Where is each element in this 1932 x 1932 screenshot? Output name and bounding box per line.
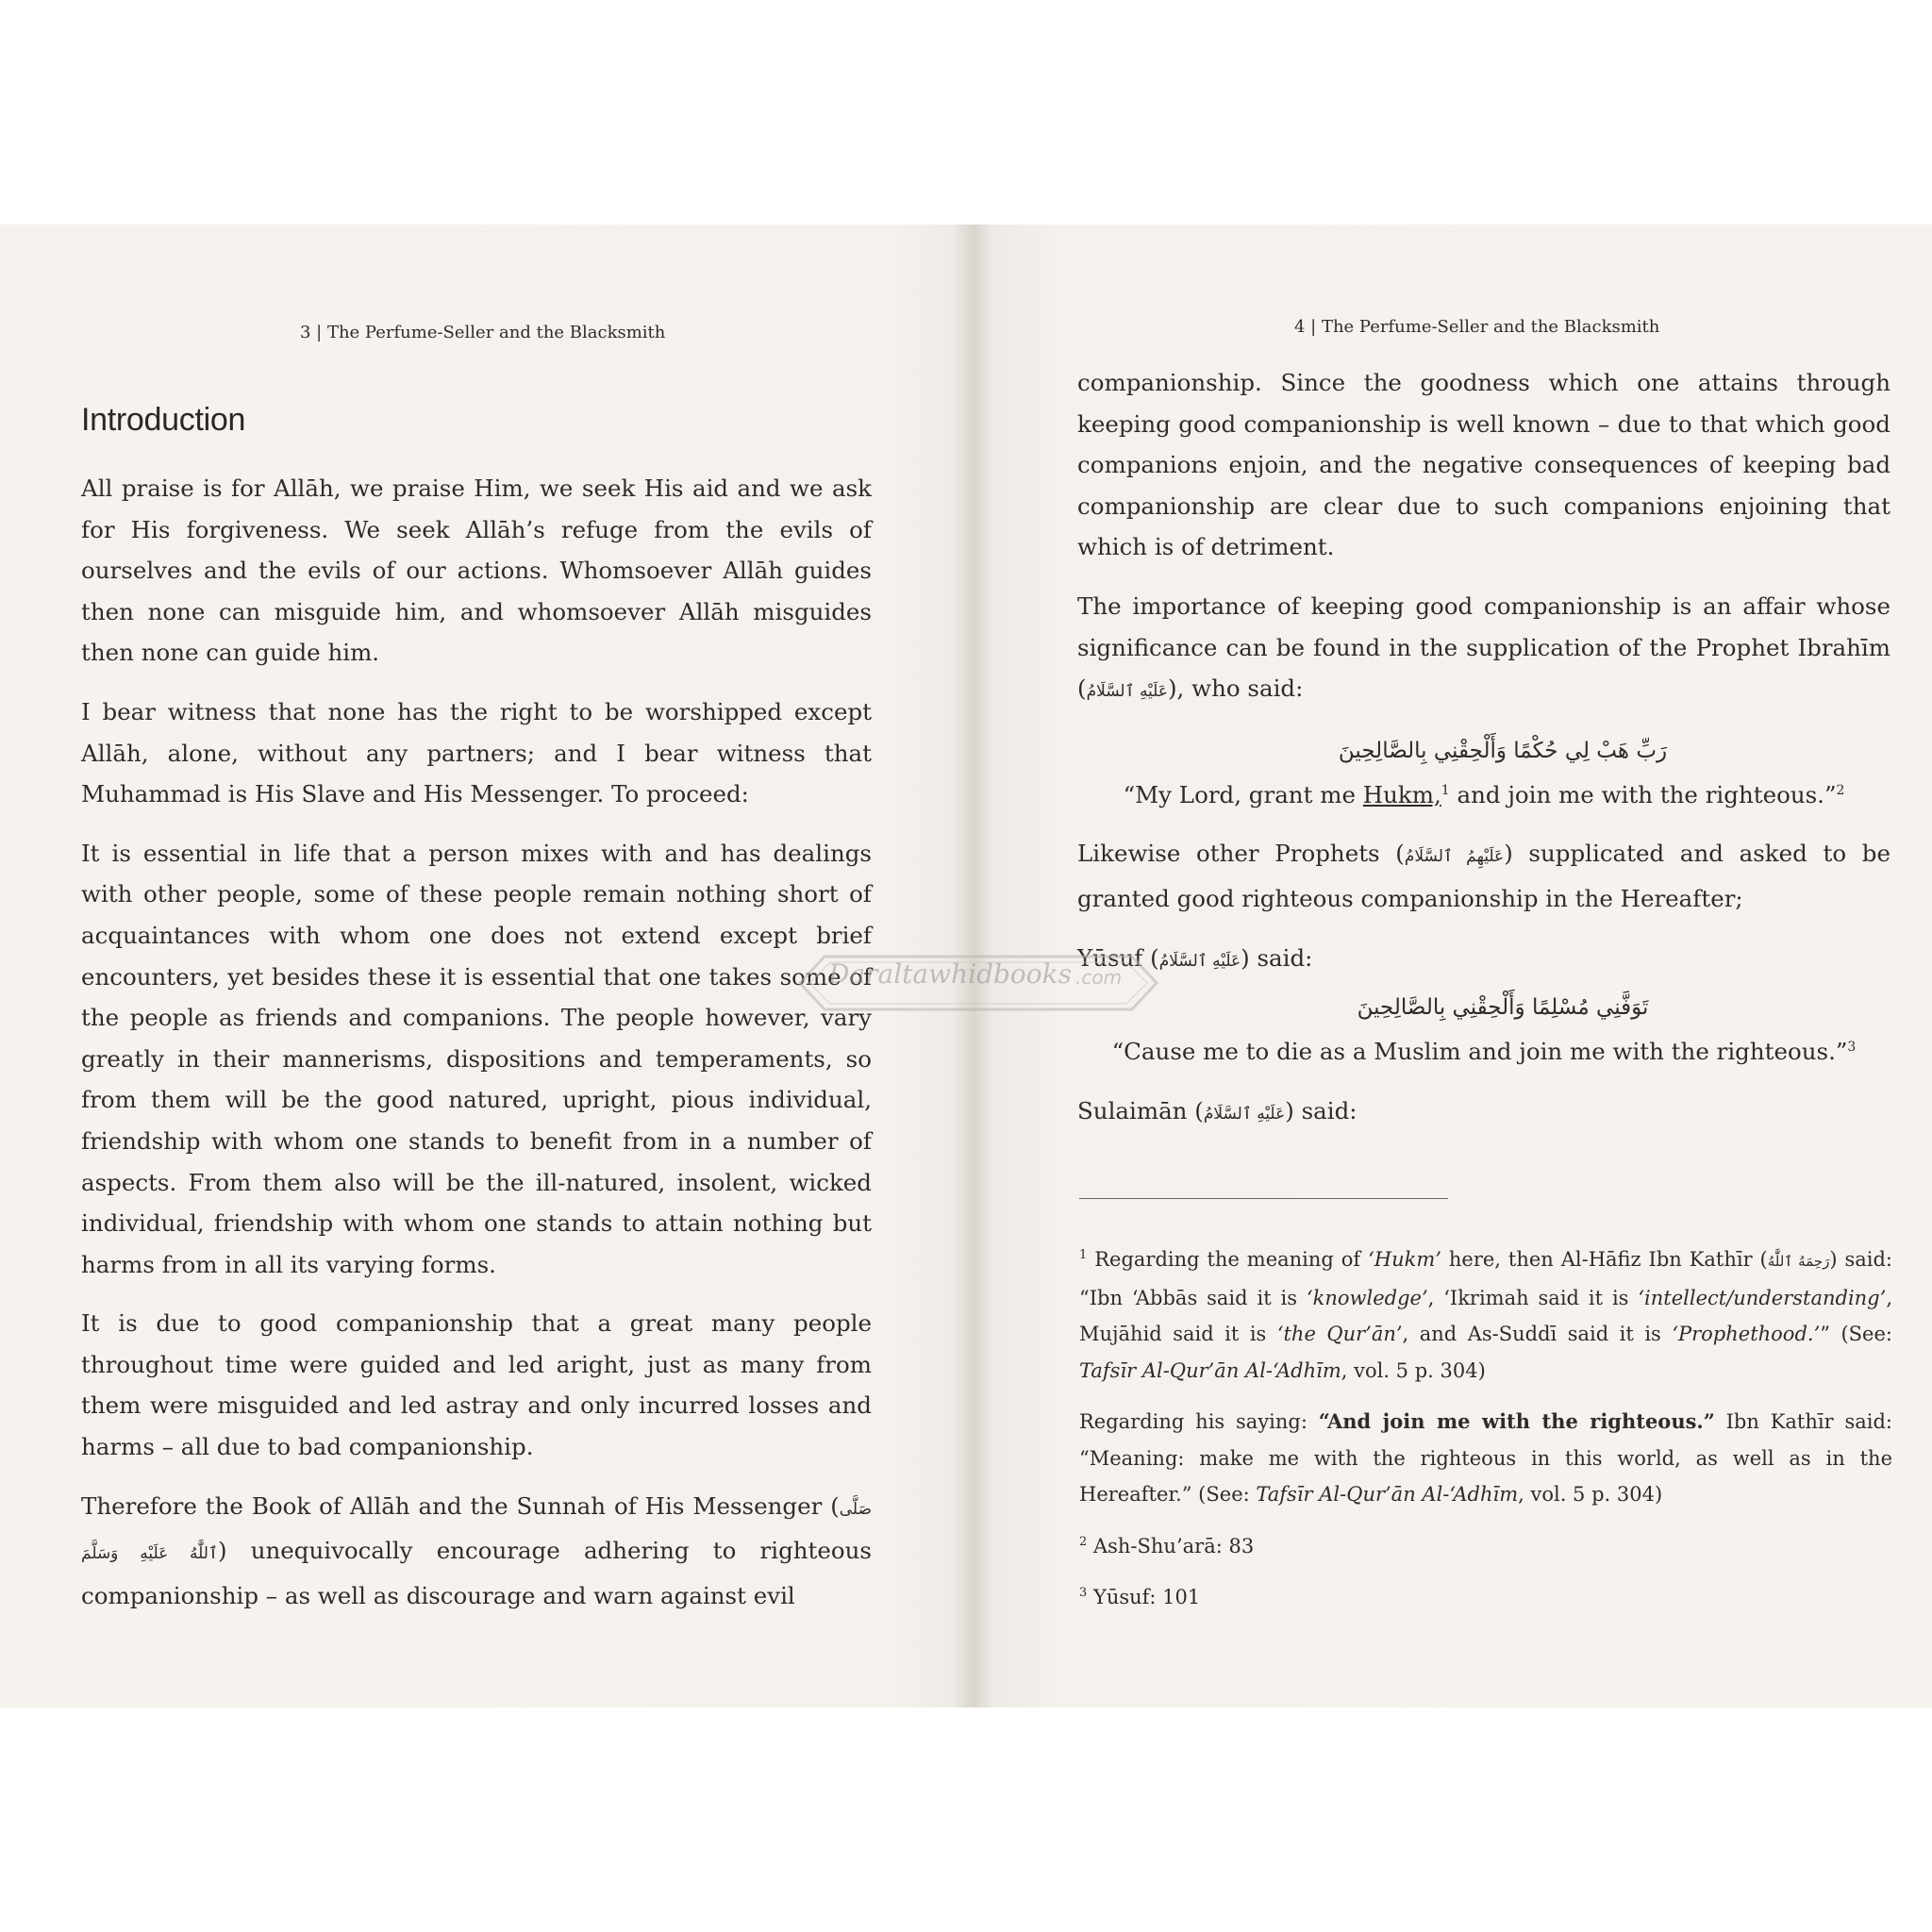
honorific-yusuf: عَلَيْهِ ٱلسَّلَامُ	[1158, 951, 1241, 971]
yusuf-end: ) said:	[1241, 943, 1313, 972]
watermark-text: Daraltawhidbooks	[828, 958, 1072, 990]
paragraph-therefore-start: Therefore the Book of Allāh and the Sunnah of His Messenger (	[81, 1491, 840, 1520]
paragraph-therefore-end: ) unequivocally encourage adhering to righteous companionship – as well as discourage and warn against evil	[81, 1537, 872, 1609]
honorific-alayhi: عَلَيْهِ ٱلسَّلَامُ	[1086, 682, 1168, 702]
fn1-h: , vol. 5 p. 304)	[1341, 1358, 1486, 1382]
fn1-d: , ‘Ikrimah said it is	[1427, 1286, 1639, 1309]
fn1-hukm: ‘Hukm’	[1368, 1248, 1441, 1271]
fn1-c: ) said: “Ibn ‘Abbās said it is	[1079, 1248, 1893, 1309]
footnote-1-mark: 1	[1079, 1248, 1088, 1262]
fn1b-c: , vol. 5 p. 304)	[1518, 1483, 1663, 1506]
paragraph-companionship: companionship. Since the goodness which one attains through keeping good companionship is well known – due to that which good companions enjoin, and the negative consequences of keeping bad companionship are clear due to such companions enjoining that which is of detriment.	[1077, 369, 1890, 561]
footnote-3-mark: 3	[1079, 1586, 1088, 1600]
fn1-e: , Mujāhid said it is	[1079, 1286, 1892, 1345]
likewise-start: Likewise other Prophets (	[1077, 840, 1405, 868]
footnote-2-mark: 2	[1079, 1534, 1088, 1549]
honorific-rahimahullah: رَحِمَهُ ٱللَّٰهُ	[1767, 1253, 1830, 1270]
yusuf-said	[1077, 938, 1890, 983]
sulaiman-end: ) said:	[1285, 1096, 1357, 1124]
fn1-a: Regarding the meaning of	[1087, 1248, 1369, 1271]
fn1-g: ” (See:	[1820, 1323, 1892, 1345]
arabic-verse-ibrahim: رَبِّ هَبْ لِي حُكْمًا وَأَلْحِقْنِي بِالصَّالِحِينَ	[1338, 738, 1668, 763]
fn1-prophethood: ‘Prophethood.’	[1672, 1323, 1821, 1345]
footnote-2	[1079, 1528, 1892, 1565]
quote-ibrahim	[1077, 774, 1890, 816]
paragraph-importance	[1077, 586, 1890, 713]
arabic-verse-yusuf: تَوَفَّنِي مُسْلِمًا وَأَلْحِقْنِي بِالصَّالِحِينَ	[1357, 995, 1649, 1021]
fn1b-bold: “And join me with the righteous.”	[1318, 1409, 1715, 1433]
fn1b-a: Regarding his saying:	[1079, 1410, 1319, 1433]
footnote-ref-3[interactable]: 3	[1847, 1039, 1857, 1055]
fn1-b: here, then Al-Hāfiz Ibn Kathīr (	[1441, 1248, 1768, 1271]
footnote-divider	[1079, 1198, 1448, 1199]
fn3-text: Yūsuf: 101	[1087, 1586, 1201, 1608]
paragraph-essential: It is essential in life that a person mixes with and has dealings with other people, some of these people remain nothing short of acquaintances with whom one does not extend except brief encounters, yet besides these it is essential that one takes some of the people as friends and companions. The people however, vary greatly in their mannerisms, dispositions and temperaments, so from them will be the good natured, upright, pious individual, friendship with whom one stands to benefit from in a number of aspects. From them also will be the ill-natured, insolent, wicked individual, friendship with whom one stands to attain nothing but harms from in all its varying forms.	[81, 839, 872, 1278]
sulaiman-said	[1077, 1091, 1890, 1136]
watermark-suffix: .com	[1075, 966, 1123, 989]
sulaiman-name: Sulaimān (	[1077, 1096, 1204, 1124]
fn2-text: Ash-Shu’arā: 83	[1087, 1534, 1255, 1557]
term-hukm: Hukm,	[1362, 780, 1441, 808]
quote-yusuf-text: “Cause me to die as a Muslim and join me with the righteous.”	[1111, 1038, 1848, 1066]
fn1b-source: Tafsīr Al-Qur’ān Al-‘Adhīm	[1256, 1483, 1519, 1506]
chapter-title: Introduction	[81, 402, 246, 438]
watermark-logo	[781, 945, 1177, 1021]
paragraph-likewise	[1077, 833, 1890, 919]
footnote-ref-2[interactable]: 2	[1836, 782, 1845, 798]
running-head-left: 3 | The Perfume-Seller and the Blacksmith	[300, 323, 666, 342]
quote-ibrahim-end: and join me with the righteous.”	[1449, 780, 1837, 808]
fn1-source: Tafsīr Al-Qur’ān Al-‘Adhīm	[1079, 1358, 1341, 1382]
importance-start: The importance of keeping good companionship is an affair whose significance can be found in the supplication of the Prophet Ibrahīm (	[1077, 591, 1890, 703]
fn1-quran: ‘the Qur’ān’	[1276, 1323, 1403, 1345]
running-head-right: 4 | The Perfume-Seller and the Blacksmith	[1294, 317, 1660, 337]
left-body-text	[81, 468, 872, 1634]
fn1b-b: Ibn Kathīr said: “Meaning: make me with the righteous in this world, as well as in the Hereafter.” (See:	[1079, 1410, 1892, 1506]
fn1-f: , and As-Suddī said it is	[1402, 1323, 1673, 1345]
fn1-intellect: ‘intellect/understanding’	[1638, 1286, 1887, 1309]
paragraph-praise: All praise is for Allāh, we praise Him, we seek His aid and we ask for His forgiveness. We seek Allāh’s refuge from the evils of ourselves and the evils of our actions. Whomsoever Allāh guides then none can misguide him, and whomsoever Allāh misguides then none can guide him.	[81, 475, 872, 667]
honorific-sulaiman: عَلَيْهِ ٱلسَّلَامُ	[1203, 1104, 1286, 1124]
footnote-1b	[1079, 1404, 1892, 1513]
honorific-alayhim: عَلَيْهِمُ ٱلسَّلَامُ	[1404, 847, 1505, 867]
right-body-text	[1077, 362, 1890, 1153]
footnote-3	[1079, 1579, 1892, 1616]
paragraph-therefore	[81, 1486, 872, 1617]
quote-yusuf	[1077, 1031, 1890, 1073]
yusuf-name: Yūsuf (	[1077, 943, 1159, 972]
paragraph-testimony: I bear witness that none has the right to be worshipped except Allāh, alone, without any partners; and I bear witness that Muhammad is His Slave and His Messenger. To proceed:	[81, 697, 872, 808]
paragraph-guidance: It is due to good companionship that a great many people throughout time were guided and led aright, just as many from them were misguided and led astray and only incurred losses and harms – all due to bad companionship.	[81, 1309, 872, 1461]
footnotes	[1079, 1241, 1892, 1631]
likewise-end: ) supplicated and asked to be granted good righteous companionship in the Hereafter;	[1077, 840, 1890, 912]
footnote-1	[1079, 1241, 1892, 1389]
quote-ibrahim-start: “My Lord, grant me	[1123, 780, 1363, 808]
fn1-knowledge: ‘knowledge’	[1306, 1286, 1428, 1309]
book-spread	[0, 225, 1932, 1707]
footnote-ref-1[interactable]: 1	[1441, 782, 1450, 798]
importance-end: ), who said:	[1167, 675, 1304, 703]
honorific-salla: صَلَّى ٱللَّٰهُ عَلَيْهِ وَسَلَّمَ	[81, 1499, 872, 1564]
